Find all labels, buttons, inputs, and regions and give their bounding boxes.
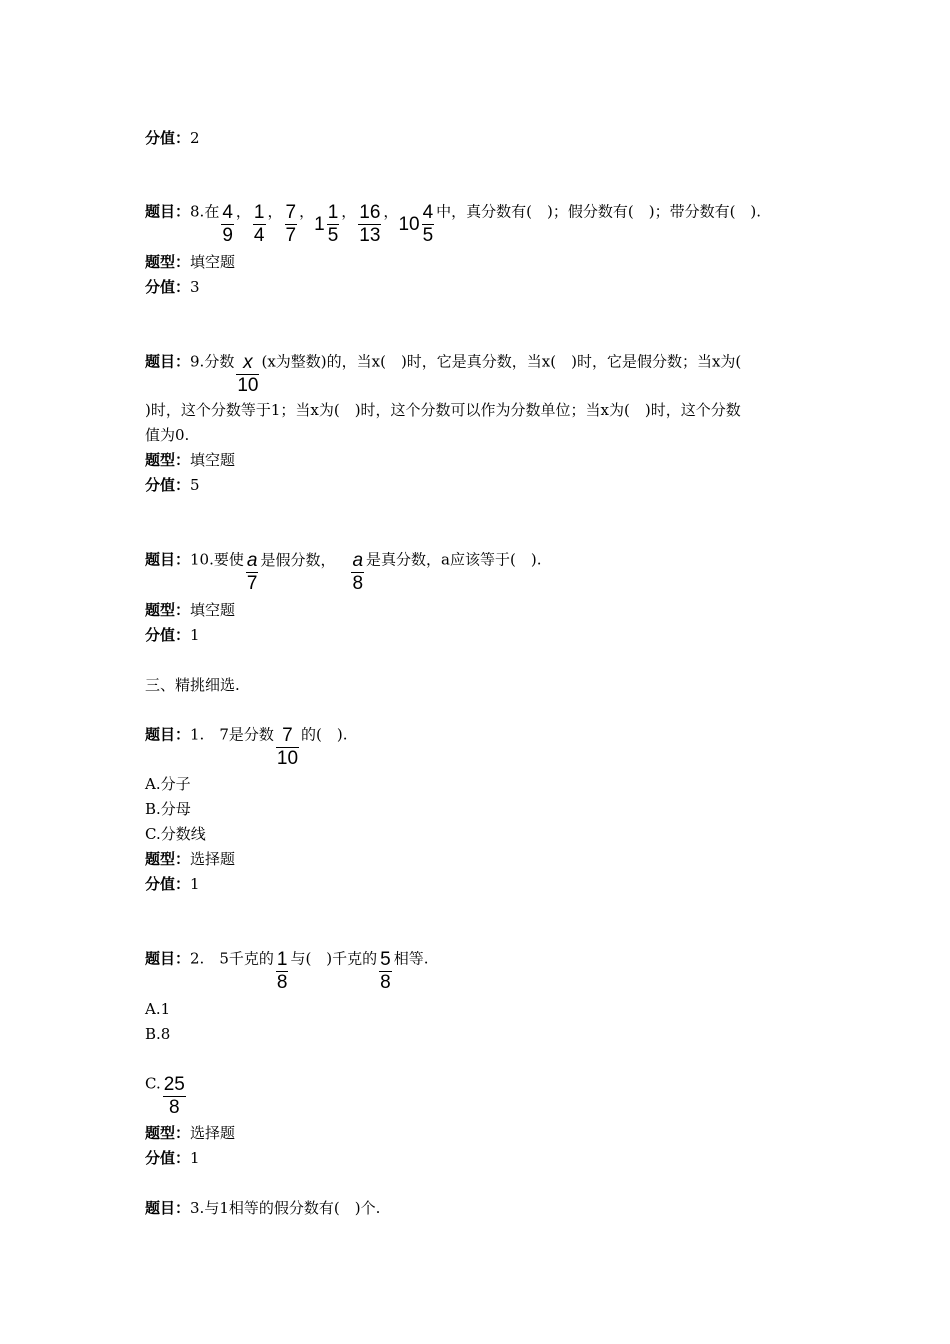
type-value: 填空题 bbox=[190, 601, 236, 619]
type-value: 选择题 bbox=[190, 1124, 236, 1142]
fraction: $\frac{1}{8}$ bbox=[276, 949, 288, 993]
type-label: 题型： bbox=[145, 1124, 191, 1142]
question-label: 题目： bbox=[145, 949, 191, 968]
score-label: 分值： bbox=[145, 875, 191, 893]
option: A.分子 bbox=[145, 775, 191, 793]
score-value: 2 bbox=[190, 129, 200, 147]
choice-3-text: 3.与1相等的假分数有( )个. bbox=[190, 1199, 381, 1217]
score-line bbox=[145, 277, 200, 297]
fraction: $\frac{4}{5}$ bbox=[422, 202, 434, 246]
fraction: $\frac{7}{10}$ bbox=[276, 725, 299, 769]
fraction: $\frac{25}{8}$ bbox=[163, 1074, 185, 1118]
type-label: 题型： bbox=[145, 601, 191, 619]
option: A.1 bbox=[145, 1000, 171, 1018]
score-value: 5 bbox=[190, 476, 200, 494]
score-value: 3 bbox=[190, 278, 200, 296]
fraction: $\frac{7}{7}$ bbox=[285, 202, 297, 246]
choice-question-2 bbox=[145, 937, 429, 993]
question-8-prefix: 8.在 bbox=[190, 202, 220, 221]
score-line bbox=[145, 128, 200, 148]
score-label: 分值： bbox=[145, 476, 191, 494]
question-9-line2: )时，这个分数等于1；当x为( )时，这个分数可以作为分数单位；当x为( )时，这个分数 bbox=[145, 401, 741, 419]
type-line bbox=[145, 849, 235, 869]
choice-2-suffix: 相等. bbox=[393, 949, 429, 968]
fraction: $\frac{a}{7}$ bbox=[246, 550, 258, 594]
type-line bbox=[145, 1123, 235, 1143]
fraction: $\frac{4}{9}$ bbox=[222, 202, 233, 246]
fraction: $\frac{x}{10}$ bbox=[237, 352, 259, 396]
question-10-mid: 是假分数， bbox=[260, 550, 336, 569]
comma: ， bbox=[235, 202, 251, 221]
score-label: 分值： bbox=[145, 1149, 191, 1167]
choice-question-3 bbox=[145, 1198, 380, 1218]
question-9-line1: (x为整数)的，当x( )时，它是真分数，当x( )时，它是假分数；当x为( bbox=[261, 352, 742, 371]
option: B.8 bbox=[145, 1025, 171, 1043]
section-heading: 三、精挑细选. bbox=[145, 676, 240, 694]
mixed-number-whole: 1 bbox=[314, 213, 325, 235]
score-value: 1 bbox=[190, 626, 200, 644]
question-10-suffix: 是真分数，a应该等于( ). bbox=[366, 550, 542, 569]
question-8-suffix: 中，真分数有( )；假分数有( )；带分数有( ). bbox=[436, 202, 762, 221]
type-line bbox=[145, 252, 235, 272]
comma: ， bbox=[267, 202, 283, 221]
option: C.分数线 bbox=[145, 825, 206, 843]
comma: ， bbox=[299, 202, 315, 221]
score-label: 分值： bbox=[145, 129, 191, 147]
type-value: 填空题 bbox=[190, 451, 236, 469]
option: B.分母 bbox=[145, 800, 191, 818]
score-line bbox=[145, 475, 200, 495]
score-line bbox=[145, 625, 200, 645]
type-value: 填空题 bbox=[190, 253, 236, 271]
type-line bbox=[145, 450, 235, 470]
fraction: $\frac{1}{4}$ bbox=[253, 202, 265, 246]
score-label: 分值： bbox=[145, 626, 191, 644]
choice-1-prefix: 1. 7是分数 bbox=[190, 725, 274, 744]
choice-2-mid: 与( )千克的 bbox=[290, 949, 378, 968]
fraction: $\frac{a}{8}$ bbox=[352, 550, 364, 594]
question-label: 题目： bbox=[145, 550, 191, 569]
choice-1-suffix: 的( ). bbox=[301, 725, 348, 744]
score-value: 1 bbox=[190, 1149, 200, 1167]
question-8 bbox=[145, 190, 762, 246]
fraction: $\frac{5}{8}$ bbox=[380, 949, 391, 993]
question-9-prefix: 9.分数 bbox=[190, 352, 235, 371]
question-label: 题目： bbox=[145, 1199, 191, 1217]
comma: ， bbox=[341, 202, 357, 221]
question-label: 题目： bbox=[145, 725, 191, 744]
score-label: 分值： bbox=[145, 278, 191, 296]
choice-question-1 bbox=[145, 713, 348, 769]
score-line bbox=[145, 1148, 200, 1168]
question-9-line3: 值为0. bbox=[145, 426, 190, 444]
question-10-prefix: 10.要使 bbox=[190, 550, 244, 569]
question-9 bbox=[145, 340, 742, 396]
question-10 bbox=[145, 538, 542, 594]
score-value: 1 bbox=[190, 875, 200, 893]
option bbox=[145, 1062, 188, 1118]
option-label: C. bbox=[145, 1074, 161, 1093]
question-label: 题目： bbox=[145, 202, 191, 221]
type-label: 题型： bbox=[145, 451, 191, 469]
type-label: 题型： bbox=[145, 850, 191, 868]
score-line bbox=[145, 874, 200, 894]
question-label: 题目： bbox=[145, 352, 191, 371]
fraction: $\frac{16}{13}$ bbox=[359, 202, 381, 246]
type-line bbox=[145, 600, 235, 620]
fraction: $\frac{1}{5}$ bbox=[327, 202, 339, 246]
comma: ， bbox=[383, 202, 399, 221]
type-value: 选择题 bbox=[190, 850, 236, 868]
choice-2-prefix: 2. 5千克的 bbox=[190, 949, 274, 968]
type-label: 题型： bbox=[145, 253, 191, 271]
mixed-number-whole: 10 bbox=[398, 213, 420, 235]
